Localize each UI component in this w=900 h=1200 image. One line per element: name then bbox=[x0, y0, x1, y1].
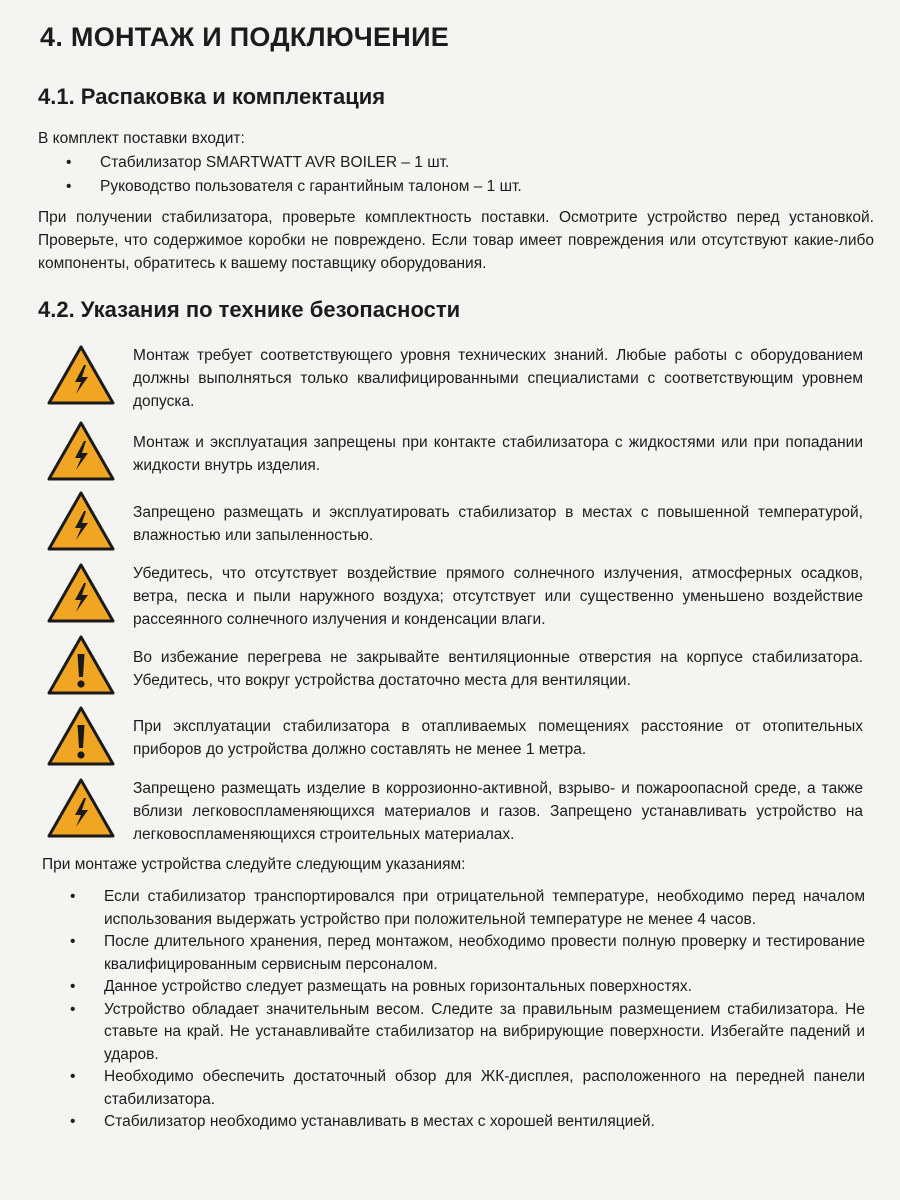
warning-text: Убедитесь, что отсутствует воздействие прямого солнечного излучения, атмосферных осадков, ветра, песка и пыли наружного воздуха; отсутствует или существенно уменьшено воздействие рассеянного солнечного излучения и конденсации влаги. bbox=[133, 565, 863, 628]
unpacking-heading: 4.1. Распаковка и комплектация bbox=[38, 84, 386, 109]
warning-item bbox=[46, 705, 866, 775]
instructions-list bbox=[70, 886, 865, 1134]
package-intro: В комплект поставки входит: bbox=[38, 130, 245, 147]
warning-item bbox=[46, 562, 866, 632]
section-title: 4. МОНТАЖ И ПОДКЛЮЧЕНИЕ bbox=[40, 22, 450, 52]
high-voltage-icon bbox=[46, 344, 116, 406]
exclamation-warning-icon bbox=[46, 634, 116, 696]
safety-heading: 4.2. Указания по технике безопасности bbox=[38, 297, 461, 322]
warning-text: Монтаж требует соответствующего уровня технических знаний. Любые работы с оборудованием должны выполняться только квалифицированными специалистами с соответствующим уровнем допуска. bbox=[133, 347, 863, 410]
warning-text: Монтаж и эксплуатация запрещены при контакте стабилизатора с жидкостями или при попадании жидкости внутрь изделия. bbox=[133, 434, 863, 474]
package-item: • Стабилизатор SMARTWATT AVR BOILER – 1 шт. bbox=[66, 151, 522, 175]
instruction-item: • Устройство обладает значительным весом. Следите за правильным размещением стабилизатора. Не ставьте на край. Не устанавливайте стабилизатор на вибрирующие поверхности. Избегайте падений и ударов. bbox=[70, 999, 865, 1067]
high-voltage-icon bbox=[46, 420, 116, 482]
instruction-item: • Стабилизатор необходимо устанавливать в местах с хорошей вентиляцией. bbox=[70, 1111, 865, 1134]
warning-text: Во избежание перегрева не закрывайте вентиляционные отверстия на корпусе стабилизатора. Убедитесь, что вокруг устройства достаточно места для вентиляции. bbox=[133, 649, 863, 689]
high-voltage-icon bbox=[46, 777, 116, 839]
instructions-lead: При монтаже устройства следуйте следующим указаниям: bbox=[42, 856, 466, 873]
high-voltage-icon bbox=[46, 562, 116, 624]
package-item: • Руководство пользователя с гарантийным талоном – 1 шт. bbox=[66, 175, 522, 199]
warning-text: Запрещено размещать изделие в коррозионно-активной, взрыво- и пожароопасной среде, а также вблизи легковоспламеняющихся материалов и газов. Запрещено устанавливать устройство на легковоспламеняющихся строительных материалах. bbox=[133, 780, 863, 843]
inspection-paragraph: При получении стабилизатора, проверьте комплектность поставки. Осмотрите устройство перед установкой. Проверьте, что содержимое коробки не повреждено. Если товар имеет повреждения или отсутствуют какие-либо компоненты, обратитесь к вашему поставщику оборудования. bbox=[38, 209, 874, 272]
warning-item bbox=[46, 777, 866, 847]
instruction-item: • Данное устройство следует размещать на ровных горизонтальных поверхностях. bbox=[70, 976, 865, 999]
warning-item bbox=[46, 634, 866, 704]
warning-item bbox=[46, 420, 866, 490]
package-contents-list bbox=[66, 151, 522, 199]
warning-item bbox=[46, 344, 866, 414]
warning-text: При эксплуатации стабилизатора в отапливаемых помещениях расстояние от отопительных приборов до устройства должно составлять не менее 1 метра. bbox=[133, 718, 863, 758]
instruction-item: • Если стабилизатор транспортировался при отрицательной температуре, необходимо перед началом использования выдержать устройство при положительной температуре не менее 4 часов. bbox=[70, 886, 865, 931]
high-voltage-icon bbox=[46, 490, 116, 552]
warning-item bbox=[46, 490, 866, 560]
instruction-item: • После длительного хранения, перед монтажом, необходимо провести полную проверку и тестирование квалифицированным сервисным персоналом. bbox=[70, 931, 865, 976]
warning-text: Запрещено размещать и эксплуатировать стабилизатор в местах с повышенной температурой, влажностью или запыленностью. bbox=[133, 504, 863, 544]
instruction-item: • Необходимо обеспечить достаточный обзор для ЖК-дисплея, расположенного на передней панели стабилизатора. bbox=[70, 1066, 865, 1111]
exclamation-warning-icon bbox=[46, 705, 116, 767]
